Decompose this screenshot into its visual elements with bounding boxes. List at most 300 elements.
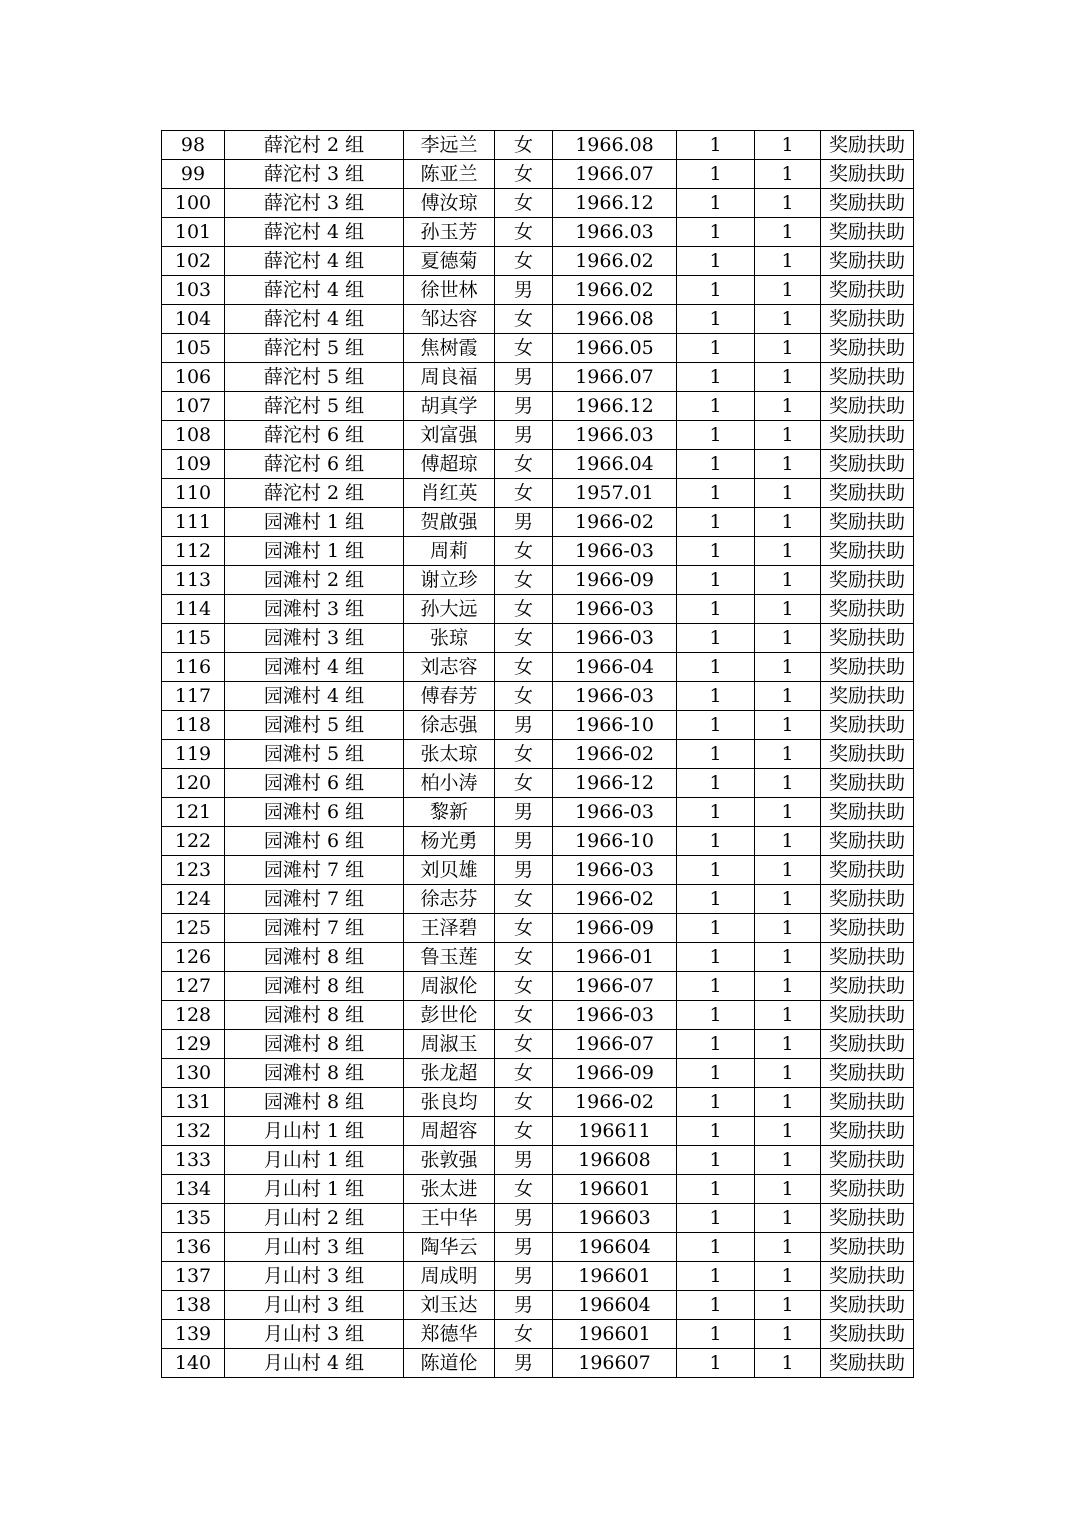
birth-date-cell: 196604	[553, 1233, 677, 1262]
gender-cell: 女	[495, 595, 553, 624]
count-cell-a: 1	[677, 508, 755, 537]
count-cell-a: 1	[677, 885, 755, 914]
name-cell: 陈亚兰	[404, 160, 495, 189]
village-group-cell: 园滩村 8 组	[225, 1088, 404, 1117]
row-number-cell: 108	[162, 421, 225, 450]
category-cell: 奖励扶助	[821, 1320, 914, 1349]
count-cell-a: 1	[677, 131, 755, 160]
row-number-cell: 122	[162, 827, 225, 856]
category-cell: 奖励扶助	[821, 682, 914, 711]
birth-date-cell: 1966-10	[553, 827, 677, 856]
village-group-cell: 园滩村 2 组	[225, 566, 404, 595]
birth-date-cell: 1966.03	[553, 421, 677, 450]
category-cell: 奖励扶助	[821, 740, 914, 769]
count-cell-b: 1	[755, 305, 821, 334]
count-cell-a: 1	[677, 856, 755, 885]
category-cell: 奖励扶助	[821, 1088, 914, 1117]
category-cell: 奖励扶助	[821, 131, 914, 160]
table-row	[162, 1175, 914, 1204]
village-group-cell: 园滩村 1 组	[225, 537, 404, 566]
table-row	[162, 1088, 914, 1117]
gender-cell: 女	[495, 131, 553, 160]
gender-cell: 男	[495, 1233, 553, 1262]
village-group-cell: 薛沱村 5 组	[225, 334, 404, 363]
name-cell: 张敦强	[404, 1146, 495, 1175]
gender-cell: 女	[495, 189, 553, 218]
count-cell-a: 1	[677, 189, 755, 218]
category-cell: 奖励扶助	[821, 334, 914, 363]
row-number-cell: 137	[162, 1262, 225, 1291]
count-cell-a: 1	[677, 1059, 755, 1088]
category-cell: 奖励扶助	[821, 1030, 914, 1059]
name-cell: 刘贝雄	[404, 856, 495, 885]
name-cell: 杨光勇	[404, 827, 495, 856]
row-number-cell: 132	[162, 1117, 225, 1146]
count-cell-a: 1	[677, 1349, 755, 1378]
category-cell: 奖励扶助	[821, 595, 914, 624]
count-cell-b: 1	[755, 914, 821, 943]
table-row	[162, 624, 914, 653]
table-row	[162, 914, 914, 943]
village-group-cell: 园滩村 7 组	[225, 914, 404, 943]
village-group-cell: 薛沱村 6 组	[225, 450, 404, 479]
birth-date-cell: 1966-07	[553, 1030, 677, 1059]
village-group-cell: 月山村 1 组	[225, 1146, 404, 1175]
count-cell-b: 1	[755, 595, 821, 624]
name-cell: 孙大远	[404, 595, 495, 624]
row-number-cell: 129	[162, 1030, 225, 1059]
table-row	[162, 450, 914, 479]
birth-date-cell: 1966.07	[553, 363, 677, 392]
village-group-cell: 薛沱村 4 组	[225, 218, 404, 247]
row-number-cell: 138	[162, 1291, 225, 1320]
gender-cell: 女	[495, 305, 553, 334]
village-group-cell: 月山村 3 组	[225, 1233, 404, 1262]
row-number-cell: 102	[162, 247, 225, 276]
count-cell-b: 1	[755, 1291, 821, 1320]
count-cell-b: 1	[755, 711, 821, 740]
village-group-cell: 薛沱村 6 组	[225, 421, 404, 450]
row-number-cell: 99	[162, 160, 225, 189]
category-cell: 奖励扶助	[821, 218, 914, 247]
village-group-cell: 园滩村 7 组	[225, 856, 404, 885]
count-cell-b: 1	[755, 450, 821, 479]
birth-date-cell: 1966-09	[553, 914, 677, 943]
row-number-cell: 107	[162, 392, 225, 421]
count-cell-b: 1	[755, 1349, 821, 1378]
name-cell: 陶华云	[404, 1233, 495, 1262]
village-group-cell: 薛沱村 5 组	[225, 392, 404, 421]
village-group-cell: 园滩村 8 组	[225, 1001, 404, 1030]
gender-cell: 女	[495, 972, 553, 1001]
village-group-cell: 薛沱村 4 组	[225, 305, 404, 334]
birth-date-cell: 1966.08	[553, 305, 677, 334]
category-cell: 奖励扶助	[821, 160, 914, 189]
gender-cell: 女	[495, 1117, 553, 1146]
category-cell: 奖励扶助	[821, 1291, 914, 1320]
name-cell: 周成明	[404, 1262, 495, 1291]
village-group-cell: 薛沱村 2 组	[225, 131, 404, 160]
village-group-cell: 园滩村 6 组	[225, 769, 404, 798]
name-cell: 陈道伦	[404, 1349, 495, 1378]
table-row	[162, 682, 914, 711]
category-cell: 奖励扶助	[821, 363, 914, 392]
category-cell: 奖励扶助	[821, 1349, 914, 1378]
category-cell: 奖励扶助	[821, 276, 914, 305]
category-cell: 奖励扶助	[821, 1001, 914, 1030]
row-number-cell: 133	[162, 1146, 225, 1175]
birth-date-cell: 1966-03	[553, 856, 677, 885]
gender-cell: 女	[495, 682, 553, 711]
count-cell-b: 1	[755, 1233, 821, 1262]
count-cell-b: 1	[755, 682, 821, 711]
row-number-cell: 139	[162, 1320, 225, 1349]
birth-date-cell: 1966-07	[553, 972, 677, 1001]
row-number-cell: 140	[162, 1349, 225, 1378]
row-number-cell: 109	[162, 450, 225, 479]
count-cell-b: 1	[755, 1030, 821, 1059]
birth-date-cell: 1966.05	[553, 334, 677, 363]
category-cell: 奖励扶助	[821, 856, 914, 885]
name-cell: 张太琼	[404, 740, 495, 769]
name-cell: 黎新	[404, 798, 495, 827]
count-cell-a: 1	[677, 827, 755, 856]
count-cell-a: 1	[677, 1291, 755, 1320]
count-cell-a: 1	[677, 595, 755, 624]
count-cell-b: 1	[755, 218, 821, 247]
category-cell: 奖励扶助	[821, 653, 914, 682]
gender-cell: 女	[495, 479, 553, 508]
name-cell: 傅超琼	[404, 450, 495, 479]
name-cell: 王泽碧	[404, 914, 495, 943]
table-row	[162, 1349, 914, 1378]
gender-cell: 女	[495, 1059, 553, 1088]
table-row	[162, 421, 914, 450]
village-group-cell: 薛沱村 4 组	[225, 276, 404, 305]
birth-date-cell: 196608	[553, 1146, 677, 1175]
gender-cell: 女	[495, 1001, 553, 1030]
name-cell: 张琼	[404, 624, 495, 653]
birth-date-cell: 1966.08	[553, 131, 677, 160]
row-number-cell: 104	[162, 305, 225, 334]
row-number-cell: 105	[162, 334, 225, 363]
count-cell-a: 1	[677, 1001, 755, 1030]
table-row	[162, 189, 914, 218]
row-number-cell: 124	[162, 885, 225, 914]
gender-cell: 女	[495, 740, 553, 769]
row-number-cell: 127	[162, 972, 225, 1001]
village-group-cell: 月山村 2 组	[225, 1204, 404, 1233]
row-number-cell: 101	[162, 218, 225, 247]
birth-date-cell: 1966-03	[553, 682, 677, 711]
name-cell: 周淑伦	[404, 972, 495, 1001]
category-cell: 奖励扶助	[821, 421, 914, 450]
row-number-cell: 131	[162, 1088, 225, 1117]
birth-date-cell: 1966.12	[553, 189, 677, 218]
village-group-cell: 园滩村 4 组	[225, 653, 404, 682]
table-row	[162, 827, 914, 856]
name-cell: 谢立珍	[404, 566, 495, 595]
count-cell-a: 1	[677, 711, 755, 740]
count-cell-b: 1	[755, 160, 821, 189]
category-cell: 奖励扶助	[821, 1175, 914, 1204]
table-row	[162, 160, 914, 189]
row-number-cell: 128	[162, 1001, 225, 1030]
count-cell-a: 1	[677, 1262, 755, 1291]
count-cell-a: 1	[677, 160, 755, 189]
name-cell: 彭世伦	[404, 1001, 495, 1030]
birth-date-cell: 196604	[553, 1291, 677, 1320]
table-row	[162, 595, 914, 624]
village-group-cell: 月山村 3 组	[225, 1291, 404, 1320]
name-cell: 周莉	[404, 537, 495, 566]
village-group-cell: 薛沱村 5 组	[225, 363, 404, 392]
table-row	[162, 1001, 914, 1030]
gender-cell: 女	[495, 450, 553, 479]
village-group-cell: 月山村 4 组	[225, 1349, 404, 1378]
name-cell: 刘玉达	[404, 1291, 495, 1320]
village-group-cell: 园滩村 5 组	[225, 740, 404, 769]
table-row	[162, 334, 914, 363]
village-group-cell: 薛沱村 4 组	[225, 247, 404, 276]
count-cell-b: 1	[755, 334, 821, 363]
category-cell: 奖励扶助	[821, 508, 914, 537]
name-cell: 傅春芳	[404, 682, 495, 711]
name-cell: 柏小涛	[404, 769, 495, 798]
row-number-cell: 134	[162, 1175, 225, 1204]
table-row	[162, 218, 914, 247]
gender-cell: 男	[495, 392, 553, 421]
gender-cell: 女	[495, 914, 553, 943]
table-row	[162, 769, 914, 798]
count-cell-a: 1	[677, 798, 755, 827]
table-row	[162, 943, 914, 972]
count-cell-b: 1	[755, 1175, 821, 1204]
table-row	[162, 508, 914, 537]
birth-date-cell: 1966-04	[553, 653, 677, 682]
birth-date-cell: 1966-01	[553, 943, 677, 972]
village-group-cell: 薛沱村 3 组	[225, 160, 404, 189]
count-cell-b: 1	[755, 131, 821, 160]
name-cell: 刘志容	[404, 653, 495, 682]
birth-date-cell: 1966-03	[553, 537, 677, 566]
village-group-cell: 园滩村 6 组	[225, 827, 404, 856]
birth-date-cell: 1966-02	[553, 508, 677, 537]
category-cell: 奖励扶助	[821, 769, 914, 798]
count-cell-b: 1	[755, 392, 821, 421]
count-cell-a: 1	[677, 276, 755, 305]
table-row	[162, 305, 914, 334]
count-cell-a: 1	[677, 1030, 755, 1059]
row-number-cell: 120	[162, 769, 225, 798]
table-row	[162, 566, 914, 595]
count-cell-a: 1	[677, 653, 755, 682]
village-group-cell: 园滩村 7 组	[225, 885, 404, 914]
count-cell-b: 1	[755, 508, 821, 537]
name-cell: 周良福	[404, 363, 495, 392]
gender-cell: 女	[495, 247, 553, 276]
row-number-cell: 136	[162, 1233, 225, 1262]
gender-cell: 男	[495, 421, 553, 450]
count-cell-b: 1	[755, 566, 821, 595]
birth-date-cell: 196601	[553, 1175, 677, 1204]
row-number-cell: 113	[162, 566, 225, 595]
category-cell: 奖励扶助	[821, 537, 914, 566]
table-row	[162, 856, 914, 885]
category-cell: 奖励扶助	[821, 711, 914, 740]
category-cell: 奖励扶助	[821, 624, 914, 653]
row-number-cell: 116	[162, 653, 225, 682]
row-number-cell: 100	[162, 189, 225, 218]
birth-date-cell: 1966-02	[553, 885, 677, 914]
category-cell: 奖励扶助	[821, 943, 914, 972]
count-cell-b: 1	[755, 1001, 821, 1030]
count-cell-b: 1	[755, 943, 821, 972]
gender-cell: 女	[495, 160, 553, 189]
count-cell-a: 1	[677, 1175, 755, 1204]
count-cell-a: 1	[677, 740, 755, 769]
village-group-cell: 月山村 3 组	[225, 1320, 404, 1349]
count-cell-a: 1	[677, 972, 755, 1001]
birth-date-cell: 196611	[553, 1117, 677, 1146]
category-cell: 奖励扶助	[821, 450, 914, 479]
table-row	[162, 1291, 914, 1320]
category-cell: 奖励扶助	[821, 479, 914, 508]
row-number-cell: 117	[162, 682, 225, 711]
birth-date-cell: 196607	[553, 1349, 677, 1378]
name-cell: 鲁玉莲	[404, 943, 495, 972]
count-cell-a: 1	[677, 334, 755, 363]
count-cell-b: 1	[755, 1117, 821, 1146]
count-cell-a: 1	[677, 421, 755, 450]
gender-cell: 女	[495, 653, 553, 682]
name-cell: 肖红英	[404, 479, 495, 508]
count-cell-a: 1	[677, 682, 755, 711]
name-cell: 焦树霞	[404, 334, 495, 363]
category-cell: 奖励扶助	[821, 1233, 914, 1262]
row-number-cell: 103	[162, 276, 225, 305]
name-cell: 张太进	[404, 1175, 495, 1204]
name-cell: 傅汝琼	[404, 189, 495, 218]
gender-cell: 男	[495, 508, 553, 537]
birth-date-cell: 1966.03	[553, 218, 677, 247]
count-cell-a: 1	[677, 914, 755, 943]
count-cell-b: 1	[755, 769, 821, 798]
category-cell: 奖励扶助	[821, 189, 914, 218]
count-cell-a: 1	[677, 218, 755, 247]
count-cell-a: 1	[677, 537, 755, 566]
table-row	[162, 798, 914, 827]
name-cell: 徐志强	[404, 711, 495, 740]
birth-date-cell: 1966-03	[553, 1001, 677, 1030]
roster-table	[161, 130, 914, 1378]
birth-date-cell: 1966-12	[553, 769, 677, 798]
name-cell: 郑德华	[404, 1320, 495, 1349]
birth-date-cell: 1966.04	[553, 450, 677, 479]
category-cell: 奖励扶助	[821, 827, 914, 856]
table-row	[162, 885, 914, 914]
count-cell-b: 1	[755, 856, 821, 885]
count-cell-b: 1	[755, 972, 821, 1001]
count-cell-a: 1	[677, 943, 755, 972]
table-row	[162, 363, 914, 392]
village-group-cell: 园滩村 3 组	[225, 595, 404, 624]
row-number-cell: 112	[162, 537, 225, 566]
gender-cell: 男	[495, 827, 553, 856]
gender-cell: 女	[495, 566, 553, 595]
row-number-cell: 114	[162, 595, 225, 624]
name-cell: 孙玉芳	[404, 218, 495, 247]
village-group-cell: 月山村 1 组	[225, 1117, 404, 1146]
name-cell: 张良均	[404, 1088, 495, 1117]
count-cell-b: 1	[755, 189, 821, 218]
table-row	[162, 1204, 914, 1233]
category-cell: 奖励扶助	[821, 885, 914, 914]
village-group-cell: 园滩村 5 组	[225, 711, 404, 740]
category-cell: 奖励扶助	[821, 392, 914, 421]
table-row	[162, 247, 914, 276]
village-group-cell: 园滩村 8 组	[225, 1030, 404, 1059]
row-number-cell: 110	[162, 479, 225, 508]
row-number-cell: 126	[162, 943, 225, 972]
village-group-cell: 园滩村 3 组	[225, 624, 404, 653]
count-cell-a: 1	[677, 305, 755, 334]
birth-date-cell: 1966-02	[553, 740, 677, 769]
birth-date-cell: 1966-02	[553, 1088, 677, 1117]
gender-cell: 男	[495, 1349, 553, 1378]
count-cell-b: 1	[755, 1320, 821, 1349]
row-number-cell: 106	[162, 363, 225, 392]
row-number-cell: 121	[162, 798, 225, 827]
table-row	[162, 1262, 914, 1291]
gender-cell: 男	[495, 856, 553, 885]
gender-cell: 女	[495, 624, 553, 653]
table-row	[162, 1030, 914, 1059]
name-cell: 胡真学	[404, 392, 495, 421]
table-row	[162, 392, 914, 421]
gender-cell: 男	[495, 711, 553, 740]
table-row	[162, 1146, 914, 1175]
gender-cell: 男	[495, 276, 553, 305]
table-row	[162, 711, 914, 740]
birth-date-cell: 1957.01	[553, 479, 677, 508]
gender-cell: 男	[495, 1262, 553, 1291]
count-cell-a: 1	[677, 247, 755, 276]
village-group-cell: 月山村 1 组	[225, 1175, 404, 1204]
category-cell: 奖励扶助	[821, 247, 914, 276]
row-number-cell: 130	[162, 1059, 225, 1088]
birth-date-cell: 1966.02	[553, 247, 677, 276]
name-cell: 邹达容	[404, 305, 495, 334]
gender-cell: 女	[495, 537, 553, 566]
table-row	[162, 479, 914, 508]
count-cell-a: 1	[677, 624, 755, 653]
count-cell-a: 1	[677, 450, 755, 479]
table-row	[162, 1117, 914, 1146]
name-cell: 徐志芬	[404, 885, 495, 914]
count-cell-b: 1	[755, 1059, 821, 1088]
count-cell-b: 1	[755, 740, 821, 769]
count-cell-a: 1	[677, 1320, 755, 1349]
name-cell: 李远兰	[404, 131, 495, 160]
gender-cell: 女	[495, 1030, 553, 1059]
birth-date-cell: 1966-10	[553, 711, 677, 740]
count-cell-b: 1	[755, 827, 821, 856]
gender-cell: 女	[495, 1175, 553, 1204]
count-cell-b: 1	[755, 421, 821, 450]
gender-cell: 男	[495, 1146, 553, 1175]
count-cell-a: 1	[677, 566, 755, 595]
